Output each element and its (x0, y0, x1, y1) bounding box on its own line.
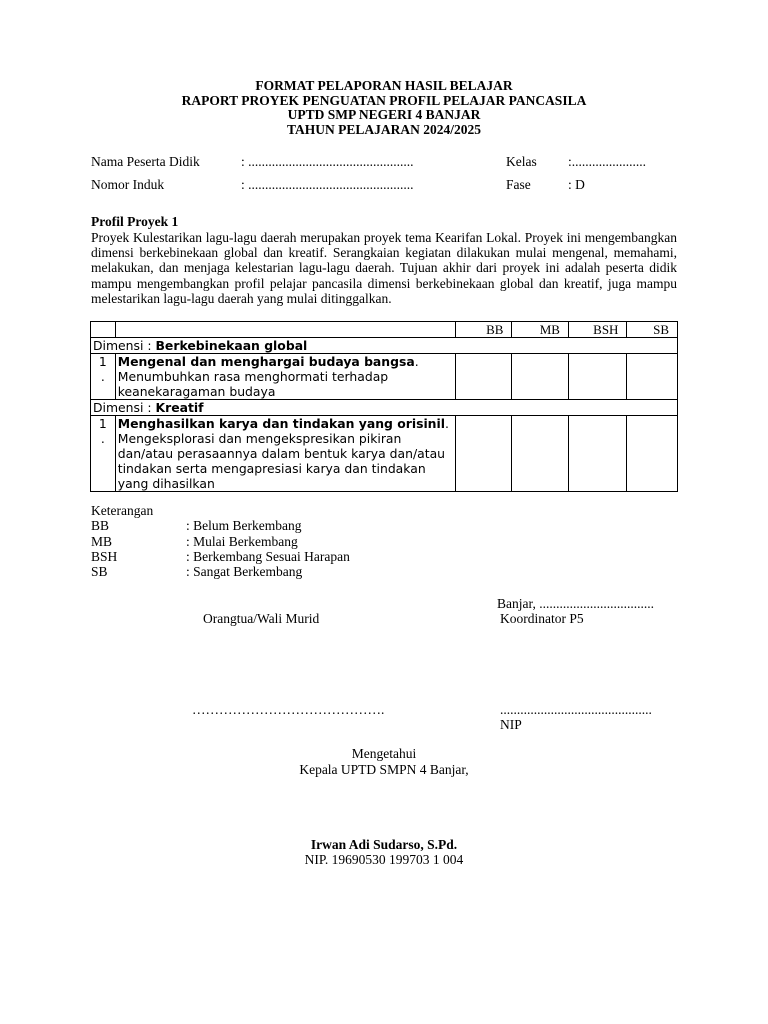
dimension-name: Kreatif (155, 400, 204, 415)
row-number-cell (91, 354, 116, 400)
legend-code: MB (91, 533, 113, 549)
score-cell-mb[interactable] (512, 354, 568, 400)
table-header-row (91, 322, 678, 338)
table-row (91, 354, 678, 400)
element-cell (115, 416, 455, 492)
column-header-mb: MB (512, 322, 568, 338)
dimension-name: Berkebinekaan global (155, 338, 308, 353)
column-header-bb: BB (456, 322, 512, 338)
column-header-sb: SB (627, 322, 678, 338)
element-title: Menghasilkan karya dan tindakan yang orisinil (117, 416, 446, 431)
nomor-induk-field[interactable]: : ................................................. (241, 177, 414, 192)
title-line-3: UPTD SMP NEGERI 4 BANJAR (287, 107, 481, 122)
parent-signature-label: Orangtua/Wali Murid (203, 611, 320, 626)
name-label: Nama Peserta Didik (91, 154, 200, 169)
legend-item (91, 534, 350, 549)
coordinator-signature-label: Koordinator P5 (500, 611, 584, 626)
legend-code: BSH (91, 548, 118, 564)
score-cell-sb[interactable] (627, 354, 678, 400)
sub-element: Mengeksplorasi dan mengekspresikan pikiran dan/atau perasaannya dalam bentuk karya dan/atau tindakan serta mengapresiasi karya dan tindakan yang dihasilkan (117, 431, 446, 491)
kelas-label: Kelas (506, 154, 537, 169)
row-number: 1 (98, 354, 107, 369)
fase-label: Fase (506, 177, 531, 192)
legend-text: : Mulai Berkembang (186, 533, 298, 549)
title-line-1: FORMAT PELAPORAN HASIL BELAJAR (255, 78, 513, 93)
legend (91, 503, 350, 579)
row-number-dot: . (100, 431, 105, 446)
report-title (0, 79, 768, 137)
score-cell-bsh[interactable] (568, 354, 627, 400)
dimension-prefix: Dimensi : (93, 400, 156, 415)
legend-text: : Belum Berkembang (186, 518, 302, 534)
legend-text: : Berkembang Sesuai Harapan (186, 548, 350, 564)
element-cell (115, 354, 455, 400)
legend-heading: Keterangan (91, 503, 154, 518)
legend-item (91, 549, 350, 564)
row-number: 1 (98, 416, 107, 431)
row-number-dot: . (100, 369, 105, 384)
dimension-cell (91, 400, 678, 416)
profil-description: Proyek Kulestarikan lagu-lagu daerah merupakan proyek tema Kearifan Lokal. Proyek ini mengembangkan dimensi berkebinekaan global dan kreatif. Serangkaian kegiatan dilakukan mulai mengenal, memahami, melakukan, dan menjaga kelestarian lagu-lagu daerah. Tujuan akhir dari proyek ini adalah peserta didik mampu mengembangkan profil pelajar pancasila dimensi berkebinekaan global dan kreatif, juga mampu melestarikan lagu-lagu daerah yang mulai ditinggalkan. (91, 230, 677, 306)
dimension-row (91, 338, 678, 354)
sub-element: Menumbuhkan rasa menghormati terhadap keanekaragaman budaya (117, 369, 389, 399)
legend-code: SB (91, 564, 108, 580)
dimension-row (91, 400, 678, 416)
legend-item (91, 564, 350, 579)
score-cell-mb[interactable] (512, 416, 568, 492)
coordinator-nip-label: NIP (500, 717, 522, 732)
head-nip: NIP. 19690530 199703 1 004 (304, 852, 464, 867)
legend-code: BB (91, 518, 110, 534)
assessment-table (90, 321, 678, 492)
coordinator-signature-line[interactable]: ............................................. (500, 702, 652, 717)
element-title-period: . (445, 416, 449, 431)
legend-text: : Sangat Berkembang (186, 564, 303, 580)
score-cell-bb[interactable] (456, 354, 512, 400)
head-name: Irwan Adi Sudarso, S.Pd. (310, 837, 458, 852)
score-cell-bsh[interactable] (568, 416, 627, 492)
header-cell-empty (91, 322, 116, 338)
parent-signature-line[interactable]: ……………………………………. (192, 702, 385, 717)
fase-value: : D (568, 177, 585, 192)
acknowledged-label: Mengetahui (351, 746, 417, 761)
name-field[interactable]: : ................................................. (241, 154, 414, 169)
element-title-period: . (414, 354, 419, 369)
kelas-field[interactable]: :...................... (568, 154, 647, 169)
profil-heading: Profil Proyek 1 (91, 214, 179, 229)
dimension-cell (91, 338, 678, 354)
score-cell-sb[interactable] (627, 416, 678, 492)
column-header-bsh: BSH (568, 322, 627, 338)
header-cell-empty (115, 322, 455, 338)
element-title: Mengenal dan menghargai budaya bangsa (117, 354, 415, 369)
title-line-2: RAPORT PROYEK PENGUATAN PROFIL PELAJAR PANCASILA (181, 92, 587, 108)
dimension-prefix: Dimensi : (93, 338, 156, 353)
legend-item (91, 518, 350, 533)
row-number-cell (91, 416, 116, 492)
nomor-induk-label: Nomor Induk (91, 177, 165, 192)
place-date-field[interactable]: Banjar, .................................. (497, 596, 654, 611)
score-cell-bb[interactable] (456, 416, 512, 492)
head-title: Kepala UPTD SMPN 4 Banjar, (299, 762, 469, 777)
title-line-4: TAHUN PELAJARAN 2024/2025 (286, 121, 481, 137)
table-row (91, 416, 678, 492)
